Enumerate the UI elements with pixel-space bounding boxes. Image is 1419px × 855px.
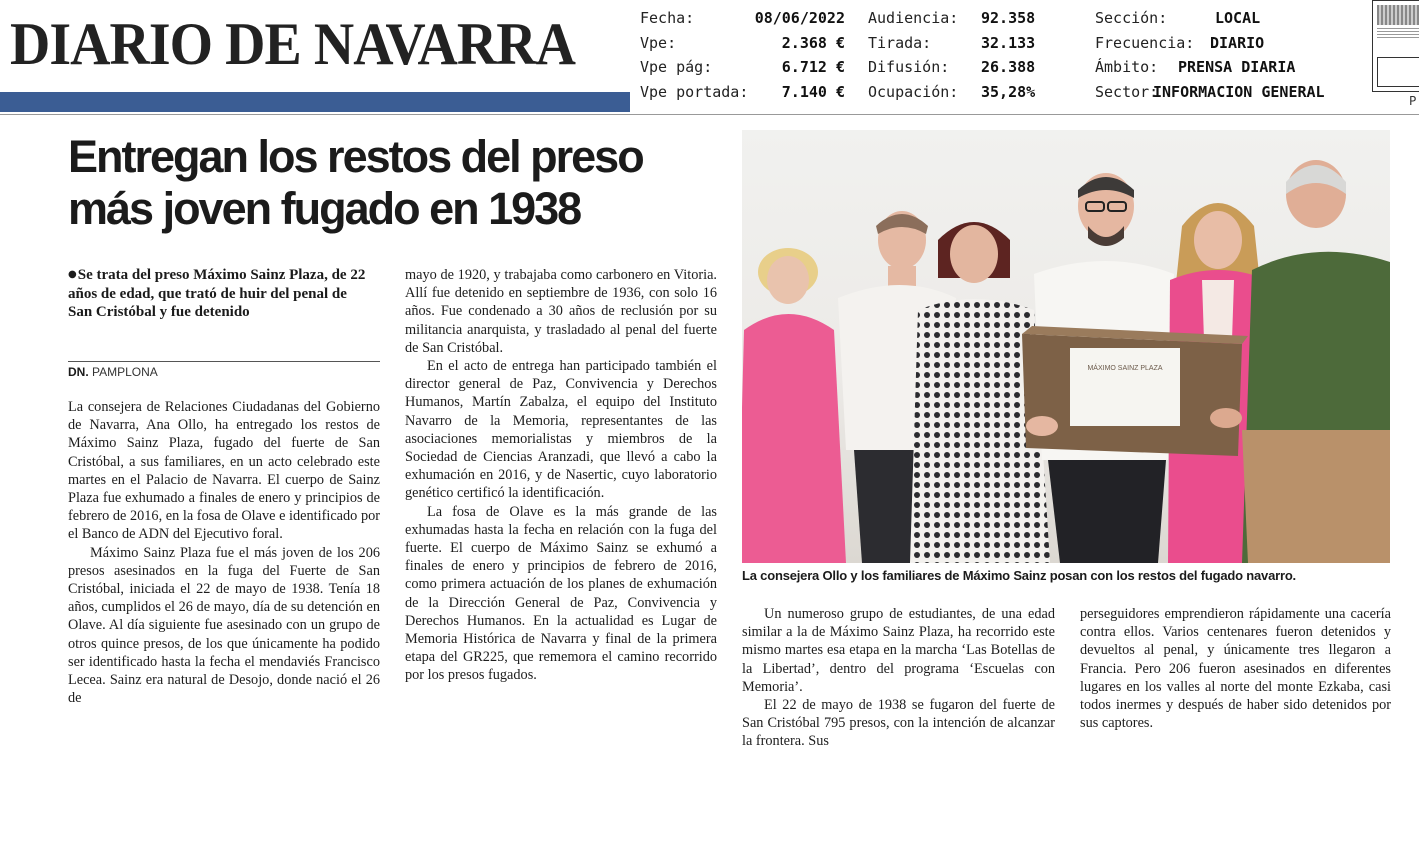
meta-label: Vpe pág: xyxy=(640,58,713,77)
article-headline xyxy=(68,131,728,235)
byline-place: PAMPLONA xyxy=(92,365,158,379)
meta-value: INFORMACION GENERAL xyxy=(1153,82,1325,101)
meta-value: 32.133 xyxy=(981,33,1036,52)
box-label: MÁXIMO SAINZ PLAZA xyxy=(1087,365,1163,372)
article-summary xyxy=(68,266,368,322)
paragraph: Un numeroso grupo de estudiantes, de una edad similar a la de Máximo Sainz Plaza, ha recorrido este mismo martes esa etapa en la marcha ‘Las Botellas de la Libertad’, dentro del programa ‘Escuelas con Memoria’. xyxy=(742,606,1055,695)
headline-line-1: Entregan los restos del preso xyxy=(68,131,643,182)
meta-column-3 xyxy=(1095,6,1325,104)
headline-line-2: más joven fugado en 1938 xyxy=(68,183,581,234)
meta-value: LOCAL xyxy=(1215,9,1261,28)
meta-label: Vpe: xyxy=(640,33,677,52)
summary-text: Se trata del preso Máximo Sainz Plaza, de 22 años de edad, que trató de huir del penal de San Cristóbal y fue detenido xyxy=(68,267,366,320)
meta-label: Audiencia: xyxy=(868,9,959,28)
page-thumbnail[interactable] xyxy=(1372,0,1419,92)
meta-row xyxy=(868,80,1071,105)
masthead-logo: DIARIO DE NAVARRA xyxy=(10,11,576,77)
meta-label: Vpe portada: xyxy=(640,82,749,101)
paragraph: mayo de 1920, y trabajaba como carbonero en Vitoria. Allí fue detenido en septiembre de 1936, con solo 16 años. Fue condenado a 30 años de reclusión por su militancia anarquista, y trasladado al penal del fuerte de San Cristóbal. xyxy=(405,267,717,356)
meta-label: Fecha: xyxy=(640,9,695,28)
bullet-icon: ● xyxy=(68,269,77,280)
thumbnail-box xyxy=(1377,57,1419,87)
meta-value: 2.368 € xyxy=(781,33,845,52)
meta-value: 35,28% xyxy=(981,82,1036,101)
body-column-3 xyxy=(742,605,1055,751)
meta-row xyxy=(1095,31,1325,56)
meta-column-1 xyxy=(640,6,845,104)
meta-label: Sector: xyxy=(1095,82,1159,101)
meta-value: 26.388 xyxy=(981,58,1036,77)
thumbnail-photo xyxy=(1377,5,1419,25)
meta-label: Ámbito: xyxy=(1095,58,1159,77)
thumbnail-text xyxy=(1377,28,1419,38)
meta-label: Tirada: xyxy=(868,33,932,52)
byline-divider xyxy=(68,361,380,362)
meta-value: PRENSA DIARIA xyxy=(1178,58,1296,77)
meta-label: Frecuencia: xyxy=(1095,33,1195,52)
meta-row xyxy=(868,31,1071,56)
body-column-2 xyxy=(405,266,717,685)
meta-row xyxy=(640,6,845,31)
meta-row xyxy=(640,80,845,105)
meta-label: Sección: xyxy=(1095,9,1168,28)
paragraph: En el acto de entrega han participado también el director general de Paz, Convivencia y Derechos Humanos, Martín Zabalza, el equipo del Instituto Navarro de la Memoria, representantes de las asociaciones memorialistas y miembros de la Sociedad de Ciencias Aranzadi, que llevó a cabo la exhumación en 2016, y de Nasertic, cuyo laboratorio genético certificó la identificación. xyxy=(405,358,717,502)
meta-label: Ocupación: xyxy=(868,82,959,101)
meta-row xyxy=(640,55,845,80)
body-column-4 xyxy=(1080,605,1391,732)
photo-caption: La consejera Ollo y los familiares de Máximo Sainz posan con los restos del fugado navarro. xyxy=(742,568,1296,583)
meta-value: 08/06/2022 xyxy=(754,9,845,28)
meta-row xyxy=(1095,80,1325,105)
byline xyxy=(68,365,158,379)
thumbnail-letter: P xyxy=(1409,94,1417,108)
meta-row xyxy=(1095,55,1325,80)
meta-value: DIARIO xyxy=(1210,33,1265,52)
meta-row xyxy=(1095,6,1325,31)
meta-row xyxy=(640,31,845,56)
paragraph: El 22 de mayo de 1938 se fugaron del fuerte de San Cristóbal 795 presos, con la intención de alcanzar la frontera. Sus xyxy=(742,697,1055,750)
article-photo xyxy=(742,130,1390,563)
meta-label: Difusión: xyxy=(868,58,950,77)
meta-column-2 xyxy=(868,6,1071,104)
byline-source: DN. xyxy=(68,365,89,379)
header-divider xyxy=(0,114,1419,115)
meta-value: 7.140 € xyxy=(781,82,845,101)
paragraph: perseguidores emprendieron rápidamente una cacería contra ellos. Varios centenares fueron detenidos y devueltos al penal, y únicamente tres llegaron a Francia. Pero 206 fueron asesinados en diferentes lugares en los valles al norte del monte Ezkaba, casi todos inermes y después de haber sido detenidos por sus captores. xyxy=(1080,606,1391,732)
body-column-1 xyxy=(68,398,380,707)
meta-row xyxy=(868,55,1071,80)
photo-illustration xyxy=(742,130,1390,563)
paragraph: Máximo Sainz Plaza fue el más joven de los 206 presos asesinados en la fuga del Fuerte de San Cristóbal, iniciada el 22 de mayo de 1938. Tenía 18 años, cumplidos el 26 de mayo, día de su detención en Olave. Al día siguiente fue asesinado con un grupo de otros quince presos, de los que únicamente ha podido ser identificado hasta la fecha el mendaviés Francisco Lecea. Sainz era natural de Desojo, donde nació el 26 de xyxy=(68,544,380,707)
paragraph: La consejera de Relaciones Ciudadanas del Gobierno de Navarra, Ana Ollo, ha entregado los restos de Máximo Sainz Plaza, fugado del fuerte de San Cristóbal, a sus familiares, en un acto celebrado este martes en el Palacio de Navarra. El cuerpo de Sainz Plaza fue exhumado a finales de enero y principios de febrero de 2016, en la fosa de Olave e identificado por el Banco de ADN del Ejecutivo foral. xyxy=(68,399,380,543)
meta-row xyxy=(868,6,1071,31)
paragraph: La fosa de Olave es la más grande de las exhumadas hasta la fecha en relación con la fuga del fuerte. El cuerpo de Máximo Sainz se exhumó a finales de enero y principios de febrero de 2016, como primera actuación de los planes de exhumación de la Dirección General de Paz, Convivencia y Derechos Humanos. En la actualidad es Lugar de Memoria Histórica de Navarra y final de la primera etapa del GR225, que rememora el camino recorrido por los presos fugados. xyxy=(405,503,717,684)
meta-value: 6.712 € xyxy=(781,58,845,77)
masthead-bar xyxy=(0,92,630,112)
meta-value: 92.358 xyxy=(981,9,1036,28)
